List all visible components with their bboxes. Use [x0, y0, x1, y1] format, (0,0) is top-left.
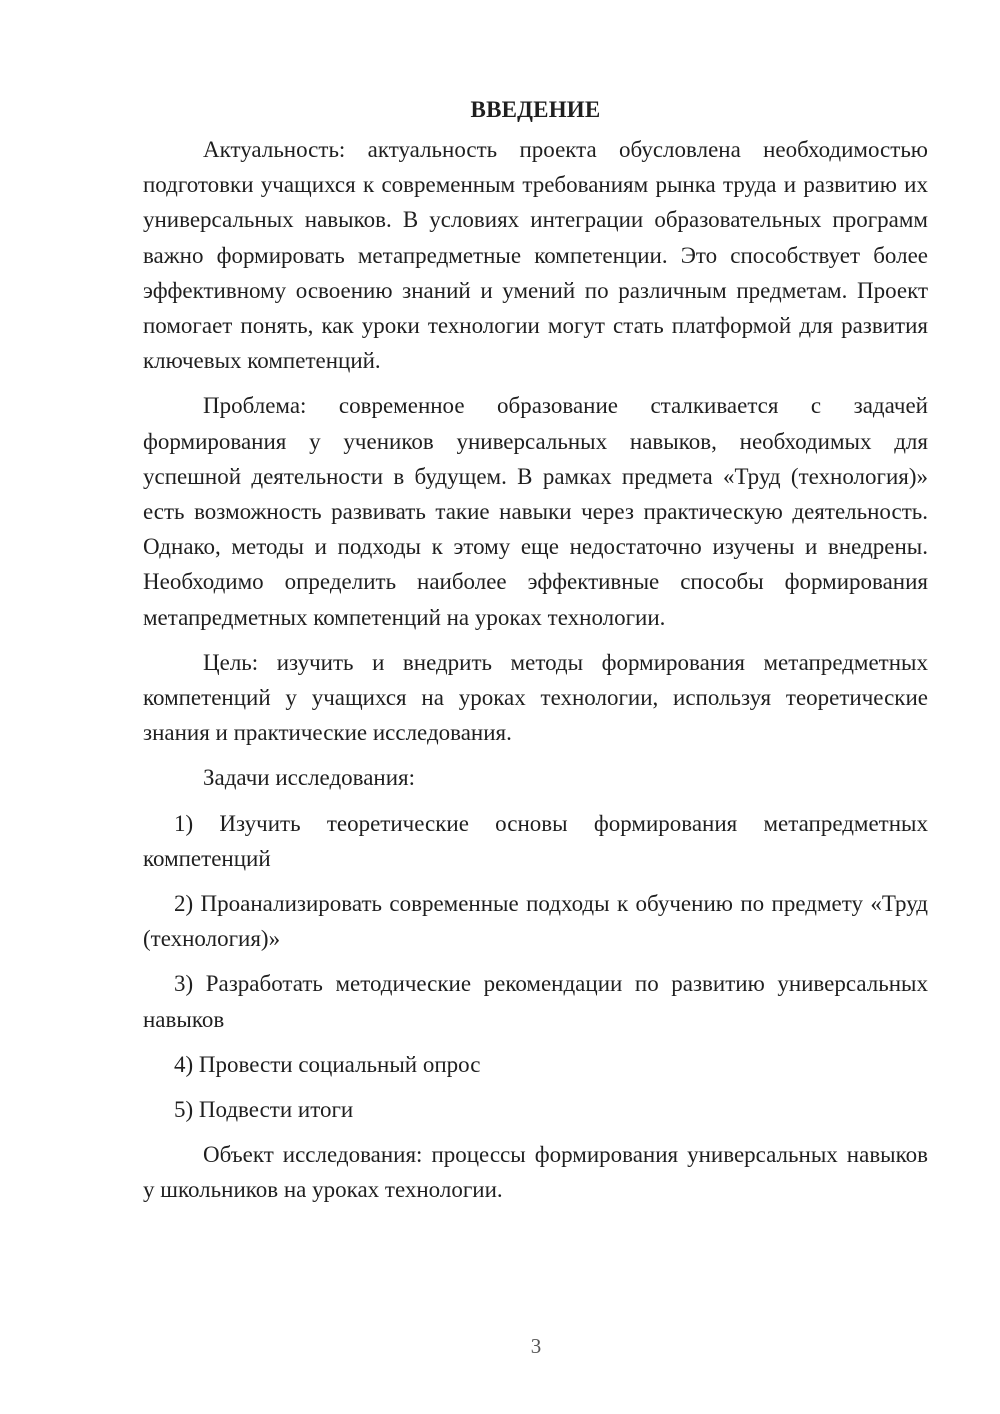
tasks-heading: Задачи исследования: — [203, 765, 416, 791]
section-title: ВВЕДЕНИЕ — [470, 97, 601, 122]
task-item-1: 1) Изучить теоретические основы формирования метапредметных компетенций — [143, 810, 928, 871]
task-item-4: 4) Провести социальный опрос — [174, 1051, 481, 1077]
problem-paragraph: Проблема: современное образование сталкивается с задачей формирования у учеников универсальных навыков, необходимых для успешной деятельности в будущем. В рамках предмета «Труд (технология)» есть возможность развивать такие навыки через практическую деятельность. Однако, методы и подходы к этому еще недостаточно изучены и внедрены. Необходимо определить наиболее эффективные способы формирования метапредметных компетенций на уроках технологии. — [143, 393, 928, 630]
page-content — [143, 92, 928, 1208]
task-item-5: 5) Подвести итоги — [174, 1097, 354, 1123]
task-item-2: 2) Проанализировать современные подходы к обучению по предмету «Труд (технология)» — [143, 891, 928, 952]
relevance-paragraph: Актуальность: актуальность проекта обусловлена необходимостью подготовки учащихся к современным требованиям рынка труда и развитию их универсальных навыков. В условиях интеграции образовательных программ важно формировать метапредметные компетенции. Это способствует более эффективному освоению знаний и умений по различным предметам. Проект помогает понять, как уроки технологии могут стать платформой для развития ключевых компетенций. — [143, 137, 928, 374]
goal-paragraph: Цель: изучить и внедрить методы формирования метапредметных компетенций у учащихся на уроках технологии, используя теоретические знания и практические исследования. — [143, 649, 928, 746]
task-item-3: 3) Разработать методические рекомендации по развитию универсальных навыков — [143, 971, 928, 1032]
page-number: 3 — [530, 1334, 542, 1358]
object-paragraph: Объект исследования: процессы формирования универсальных навыков у школьников на уроках технологии. — [143, 1142, 928, 1203]
